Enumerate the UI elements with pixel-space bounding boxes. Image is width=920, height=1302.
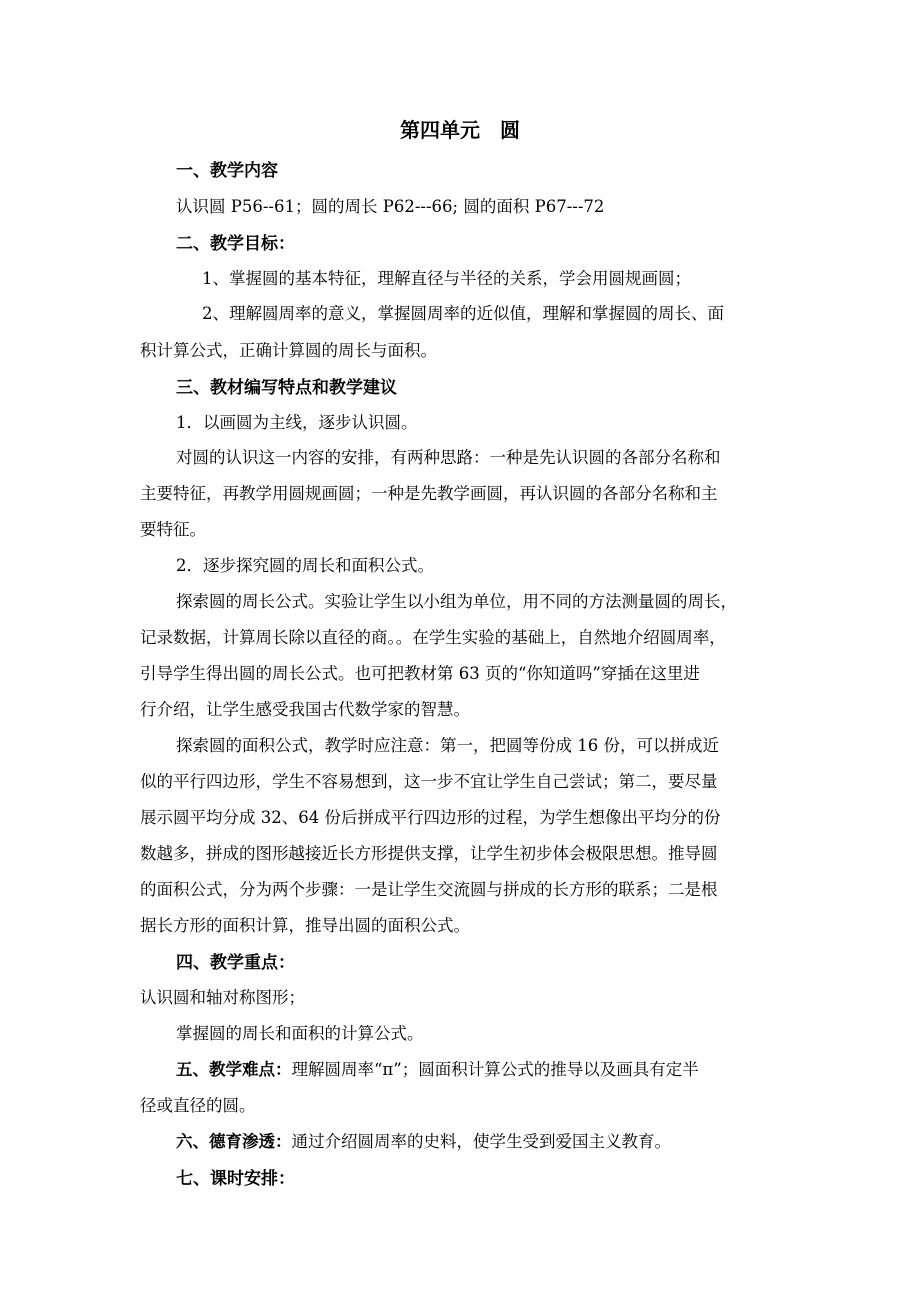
paragraph-3-line-4: 数越多，拼成的图形越接近长方形提供支撑，让学生初步体会极限思想。推导圆 [140, 844, 718, 863]
objective-2-line-2: 积计算公式，正确计算圆的周长与面积。 [140, 341, 437, 360]
section-6-heading: 六、德育渗透： [176, 1132, 292, 1151]
section-2-heading: 二、教学目标： [176, 234, 295, 254]
subheading-1: 1．以画圆为主线，逐步认识圆。 [176, 413, 418, 432]
paragraph-1-line-1: 对圆的认识这一内容的安排，有两种思路：一种是先认识圆的各部分名称和 [176, 448, 721, 467]
paragraph-2-line-2: 记录数据，计算周长除以直径的商。。在学生实验的基础上，自然地介绍圆周率， [140, 628, 726, 647]
key-point-2: 掌握圆的周长和面积的计算公式。 [176, 1024, 424, 1043]
paragraph-3-line-3: 展示圆平均分成 32、64 份后拼成平行四边形的过程，为学生想像出平均分的份 [140, 808, 721, 827]
paragraph-2-line-1: 探索圆的周长公式。实验让学生以小组为单位，用不同的方法测量圆的周长， [176, 592, 737, 611]
section-5-line-1 [176, 1056, 699, 1080]
page-title: 第四单元 圆 [400, 118, 520, 142]
section-5-line-2: 径或直径的圆。 [140, 1096, 256, 1115]
objective-2-line-1: 2、理解圆周率的意义，掌握圆周率的近似值，理解和掌握圆的周长、面 [202, 304, 724, 323]
paragraph-3-line-1: 探索圆的面积公式，教学时应注意：第一，把圆等份成 16 份，可以拼成近 [176, 736, 719, 755]
section-4-heading: 四、教学重点： [176, 953, 295, 973]
section-5-heading: 五、教学难点： [176, 1060, 292, 1079]
paragraph-3-line-2: 似的平行四边形，学生不容易想到，这一步不宜让学生自己尝试；第二，要尽量 [140, 772, 718, 791]
paragraph-3-line-5: 的面积公式，分为两个步骤：一是让学生交流圆与拼成的长方形的联系；二是根 [140, 880, 718, 899]
section-6-text: 通过介绍圆周率的史料，使学生受到爱国主义教育。 [291, 1132, 671, 1151]
objective-1: 1、掌握圆的基本特征，理解直径与半径的关系，学会用圆规画圆； [202, 269, 691, 288]
section-7-heading: 七、课时安排： [176, 1169, 295, 1189]
paragraph-2-line-4: 行介绍，让学生感受我国古代数学家的智慧。 [140, 700, 470, 719]
section-1-text: 认识圆 P56--61；圆的周长 P62---66; 圆的面积 P67---72 [176, 197, 605, 216]
paragraph-1-line-3: 要特征。 [140, 520, 206, 539]
section-3-heading: 三、教材编写特点和教学建议 [176, 378, 397, 398]
key-point-1: 认识圆和轴对称图形； [140, 988, 305, 1007]
paragraph-3-line-6: 据长方形的面积计算，推导出圆的面积公式。 [140, 916, 470, 935]
section-6-line [176, 1128, 671, 1152]
paragraph-1-line-2: 主要特征，再教学用圆规画圆；一种是先教学画圆，再认识圆的各部分名称和主 [140, 484, 718, 503]
subheading-2: 2．逐步探究圆的周长和面积公式。 [176, 556, 434, 575]
paragraph-2-line-3: 引导学生得出圆的周长公式。也可把教材第 63 页的“你知道吗”穿插在这里进 [140, 664, 700, 683]
section-5-text: 理解圆周率“π”；圆面积计算公式的推导以及画具有定半 [291, 1060, 699, 1079]
section-1-heading: 一、教学内容 [176, 161, 278, 181]
